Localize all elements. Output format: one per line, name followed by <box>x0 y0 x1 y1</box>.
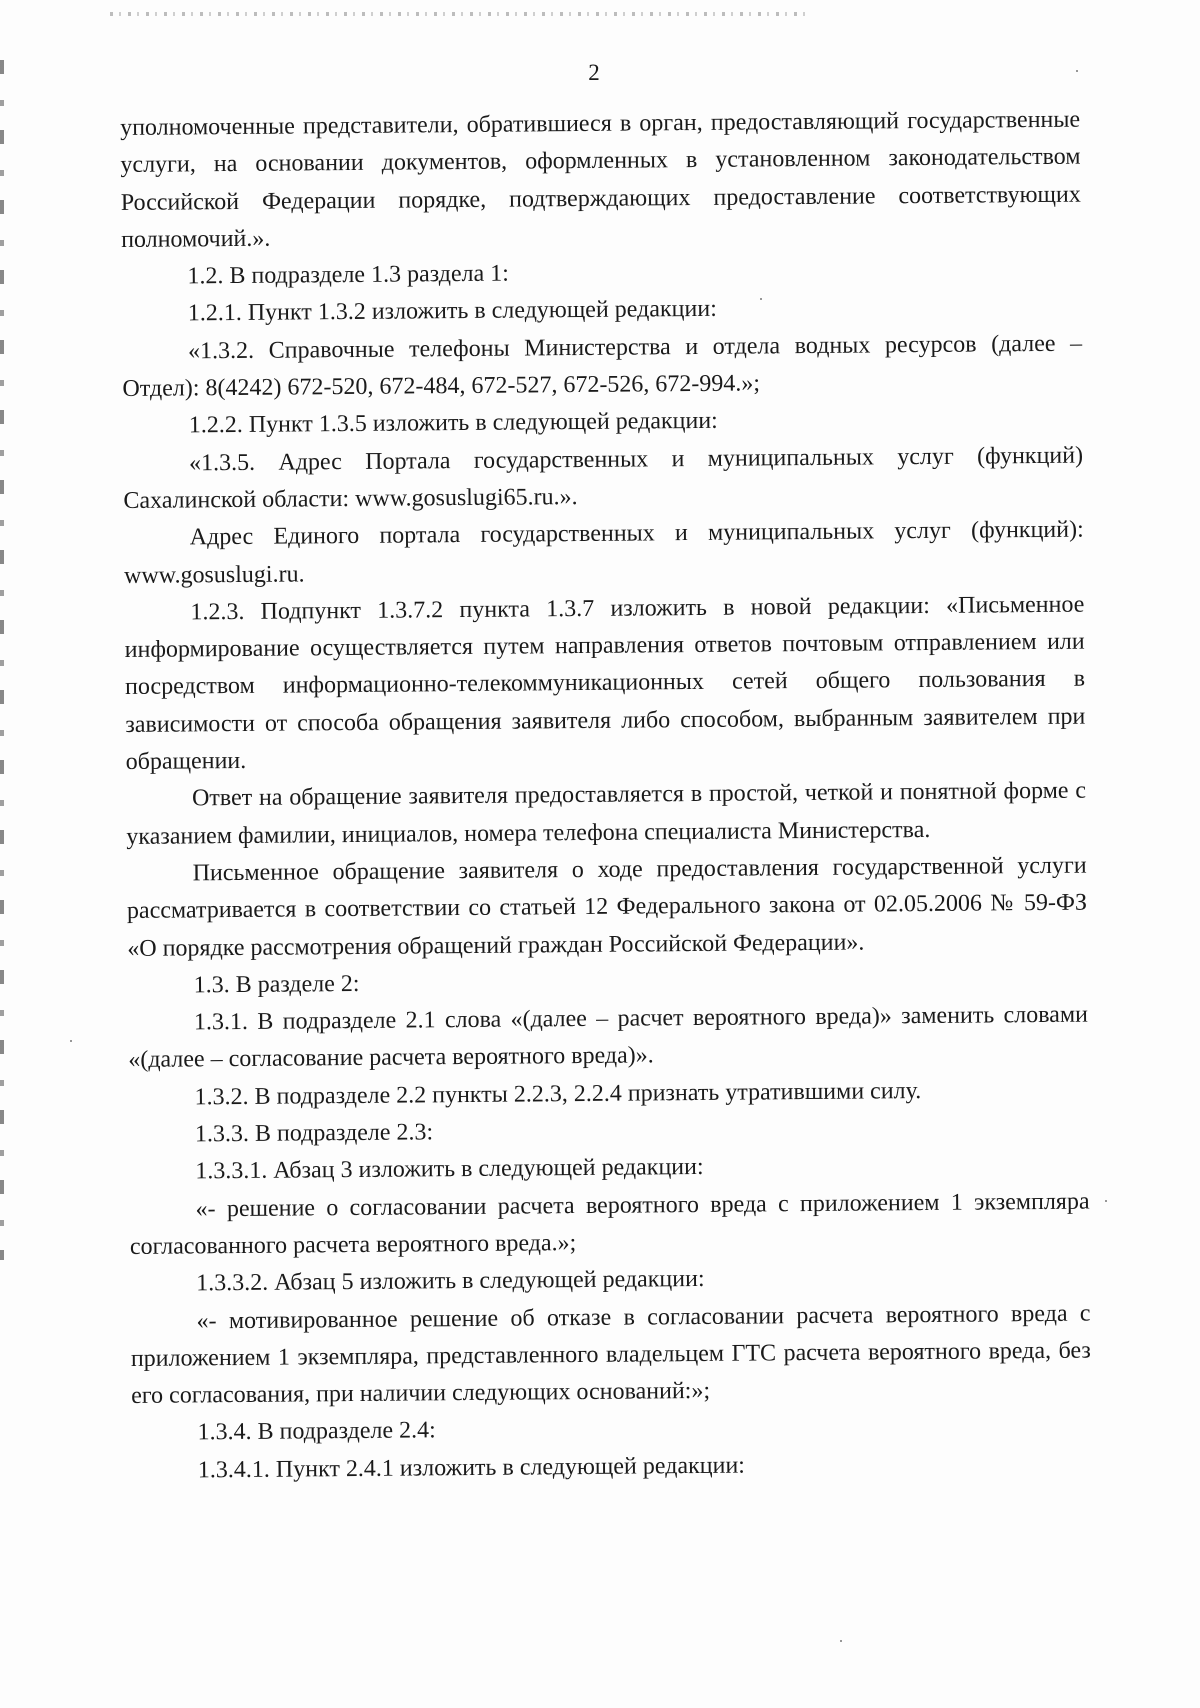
scan-speck <box>840 1640 842 1642</box>
scan-artifact-top <box>110 12 810 16</box>
paragraph-4: «1.3.2. Справочные телефоны Министерства и отдела водных ресурсов (далее – Отдел): 8(4242) 672-520, 672-484, 672-527, 672-526, 672-994.»; <box>122 330 1083 403</box>
scan-speck <box>1076 70 1078 72</box>
paragraph-10: Письменное обращение заявителя о ходе предоставления государственной услуги рассматривается в соответствии со статьей 12 Федерального закона от 02.05.2006 № 59-ФЗ «О порядке рассмотрения обращений граждан Российской Федерации». <box>126 852 1088 962</box>
document-body <box>120 102 1092 1490</box>
scan-speck <box>70 1040 72 1042</box>
scan-speck <box>760 298 762 300</box>
paragraph-18: «- мотивированное решение об отказе в согласовании расчета вероятного вреда с приложением 1 экземпляра, представленного владельцем ГТС расчета вероятного вреда, без его согласования, при наличии следующих оснований:»; <box>130 1300 1091 1410</box>
paragraph-11: 1.3. В разделе 2: <box>193 970 360 999</box>
paragraph-16: «- решение о согласовании расчета вероятного вреда с приложением 1 экземпляра согласованного расчета вероятного вреда.»; <box>129 1188 1090 1260</box>
paragraph-9: Ответ на обращение заявителя предоставляется в простой, четкой и понятной форме с указанием фамилии, инициалов, номера телефона специалиста Министерства. <box>126 777 1087 850</box>
paragraph-12: 1.3.1. В подразделе 2.1 слова «(далее – расчет вероятного вреда)» заменить словами «(далее – согласование расчета вероятного вреда)». <box>128 1001 1089 1074</box>
paragraph-15: 1.3.3.1. Абзац 3 изложить в следующей редакции: <box>195 1154 704 1185</box>
paragraph-5: 1.2.2. Пункт 1.3.5 изложить в следующей редакции: <box>188 408 718 439</box>
paragraph-8: 1.2.3. Подпункт 1.3.7.2 пункта 1.3.7 изложить в новой редакции: «Письменное информирование осуществляется путем направления ответов почтовым отправлением или посредством информационно-телекоммуникационных сетей общего пользования в зависимости от способа обращения заявителя либо способом, выбранным заявителем при обращении. <box>124 591 1086 776</box>
paragraph-20: 1.3.4.1. Пункт 2.4.1 изложить в следующей редакции: <box>197 1452 746 1484</box>
scan-speck <box>1105 1200 1107 1202</box>
paragraph-2: 1.2. В подразделе 1.3 раздела 1: <box>187 260 509 290</box>
paragraph-13: 1.3.2. В подразделе 2.2 пункты 2.2.3, 2.2.4 признать утратившими силу. <box>194 1077 922 1111</box>
paragraph-17: 1.3.3.2. Абзац 5 изложить в следующей редакции: <box>196 1266 705 1297</box>
page-number: 2 <box>588 60 600 85</box>
paragraph-19: 1.3.4. В подразделе 2.4: <box>197 1417 436 1446</box>
paragraph-7: Адрес Единого портала государственных и муниципальных услуг (функций): www.gosuslugi.ru. <box>123 516 1084 589</box>
paragraph-14: 1.3.3. В подразделе 2.3: <box>194 1119 434 1148</box>
paragraph-3: 1.2.1. Пункт 1.3.2 изложить в следующей редакции: <box>187 296 717 327</box>
scan-artifact-left-edge <box>0 60 4 1260</box>
paragraph-6: «1.3.5. Адрес Портала государственных и муниципальных услуг (функций) Сахалинской области: www.gosuslugi65.ru.». <box>123 442 1084 514</box>
paragraph-1: уполномоченные представители, обратившиеся в орган, предоставляющий государственные услуги, на основании документов, оформленных в установленном законодательством Российской Федерации порядке, подтверждающих предоставление соответствующих полномочий.». <box>120 106 1081 253</box>
